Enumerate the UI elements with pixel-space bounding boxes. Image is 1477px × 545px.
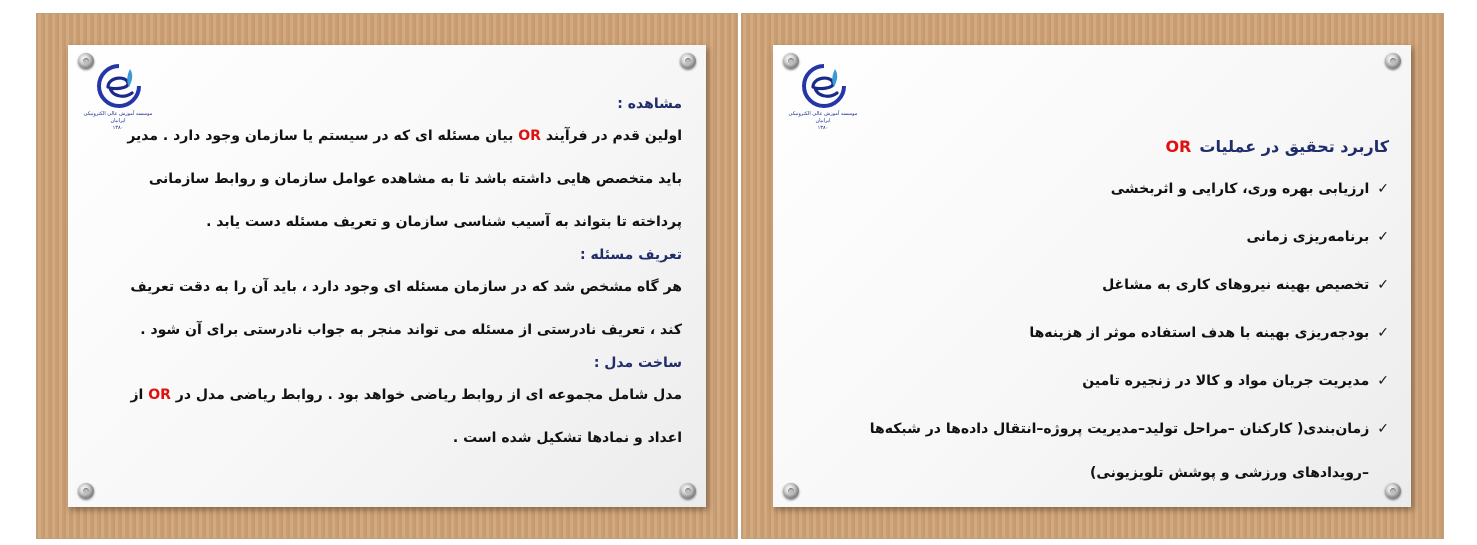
institute-logo (787, 63, 859, 133)
slide-paper (773, 45, 1411, 507)
section-text-observation (102, 115, 682, 244)
check-icon: ✓ (1377, 181, 1389, 197)
text-line: باید متخصص هایی داشته باشد تا به مشاهده عوامل سازمان و روابط سازمانی (148, 171, 682, 187)
check-icon: ✓ (1377, 325, 1389, 341)
check-icon: ✓ (1377, 421, 1389, 437)
list-item: ✓ارزیابی بهره وری، کارایی و اثربخشی (1110, 181, 1389, 197)
section-heading-problem-definition: تعریف مسئله : (580, 247, 682, 263)
thumbtack-icon (78, 483, 94, 499)
thumbtack-icon (1385, 53, 1401, 69)
or-label: OR (518, 128, 541, 144)
bullet-list (809, 165, 1389, 453)
list-item: ✓بودجه‌ریزی بهینه با هدف استفاده موثر از هزینه‌ها (1029, 325, 1389, 341)
section-heading-model-building: ساخت مدل : (593, 355, 682, 371)
text-line: کند ، تعریف نادرستی از مسئله می تواند منجر به جواب نادرستی برای آن شود . (140, 322, 682, 338)
slide-title: کاربرد تحقیق در عملیاتOR (1165, 137, 1389, 156)
slide-body (102, 93, 682, 460)
section-text-problem-definition (102, 266, 682, 352)
or-label: OR (1165, 137, 1192, 156)
check-icon: ✓ (1377, 229, 1389, 245)
slide-left[interactable] (36, 13, 738, 539)
logo-e-icon (801, 63, 847, 109)
slide-right[interactable] (741, 13, 1444, 539)
section-text-model-building (102, 374, 682, 460)
thumbtack-icon (680, 483, 696, 499)
list-item: ✓زمان‌بندی( کارکنان –مراحل تولید–مدیریت پروژه–انتقال داده‌ها در شبکه‌ها (869, 421, 1389, 437)
slide-paper (68, 45, 706, 507)
list-item: ✓برنامه‌ریزی زمانی (1246, 229, 1389, 245)
check-icon: ✓ (1377, 373, 1389, 389)
check-icon: ✓ (1377, 277, 1389, 293)
text-line: پرداخته تا بتواند به آسیب شناسی سازمان و تعریف مسئله دست یابد . (206, 214, 682, 230)
section-heading-observation: مشاهده : (617, 96, 682, 112)
slide-body (809, 129, 1389, 493)
text-line: مدل شامل مجموعه ای از روابط ریاضی خواهد بود . روابط ریاضی مدل در OR از (130, 387, 682, 403)
logo-caption: موسسه آموزش عالی الکترونیکی ایرانیان ۱۳۸۰ (788, 111, 858, 131)
text-line: هر گاه مشخص شد که در سازمان مسئله ای وجود دارد ، باید آن را به دقت تعریف (130, 279, 682, 295)
list-item: ✓مدیریت جریان مواد و کالا در زنجیره تامین (1082, 373, 1389, 389)
thumbtack-icon (680, 53, 696, 69)
list-item: ✓تخصیص بهینه نیروهای کاری به مشاغل (1102, 277, 1389, 293)
thumbtack-icon (783, 483, 799, 499)
bullet-continuation: –رویدادهای ورزشی و پوشش تلویزیونی) (1090, 465, 1369, 481)
text-line: اولین قدم در فرآیند OR بیان مسئله ای که در سیستم یا سازمان وجود دارد . مدیر (127, 128, 682, 144)
logo-caption: موسسه آموزش عالی الکترونیکی ایرانیان ۱۳۸۰ (83, 111, 153, 131)
or-label: OR (148, 387, 171, 403)
text-line: اعداد و نمادها تشکیل شده است . (452, 430, 682, 446)
